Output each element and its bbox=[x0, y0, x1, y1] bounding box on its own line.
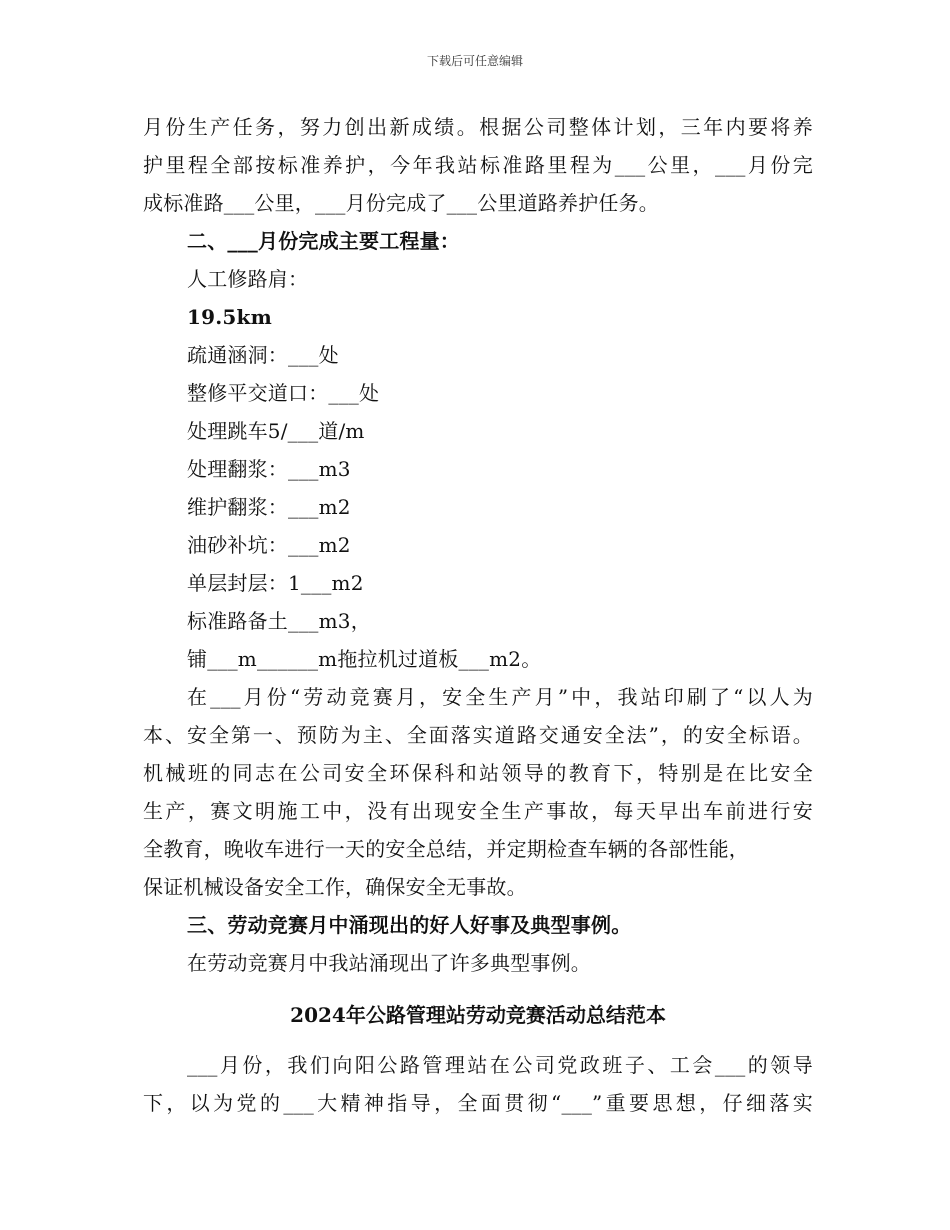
list-item: 处理翻浆：___m3 bbox=[187, 457, 351, 481]
paragraph-line: 本、安全第一、预防为主、全面落实道路交通安全法”，的安全标语。 bbox=[143, 723, 813, 747]
paragraph-line: 月份生产任务，努力创出新成绩。根据公司整体计划，三年内要将养 bbox=[143, 115, 813, 139]
list-item: 铺___m______m拖拉机过道板___m2。 bbox=[187, 647, 542, 671]
section-heading-3: 三、劳动竞赛月中涌现出的好人好事及典型事例。 bbox=[187, 913, 632, 937]
paragraph-line: 保证机械设备安全工作，确保安全无事故。 bbox=[143, 875, 527, 899]
section-heading-2: 二、___月份完成主要工程量： bbox=[187, 229, 460, 253]
list-item: 维护翻浆：___m2 bbox=[187, 495, 351, 519]
paragraph-line: 下，以为党的___大精神指导，全面贯彻“___”重要思想，仔细落实 bbox=[143, 1091, 813, 1115]
document-title: 2024年公路管理站劳动竞赛活动总结范本 bbox=[290, 1003, 666, 1027]
list-item: 油砂补坑：___m2 bbox=[187, 533, 351, 557]
paragraph-line: 生产，赛文明施工中，没有出现安全生产事故，每天早出车前进行安 bbox=[143, 799, 813, 823]
list-item: 处理跳车5/___道/m bbox=[187, 419, 365, 443]
list-item: 标准路备土___m3， bbox=[187, 609, 371, 633]
list-item: 单层封层：1___m2 bbox=[187, 571, 364, 595]
list-item: 19.5km bbox=[187, 305, 272, 329]
paragraph-line: 在___月份“劳动竞赛月，安全生产月”中，我站印刷了“以人为 bbox=[187, 685, 813, 709]
list-item: 疏通涵洞：___处 bbox=[187, 343, 339, 367]
paragraph-line: 在劳动竞赛月中我站涌现出了许多典型事例。 bbox=[187, 951, 591, 975]
page-header: 下载后可任意编辑 bbox=[426, 54, 523, 68]
paragraph-line: 成标准路___公里，___月份完成了___公里道路养护任务。 bbox=[143, 191, 659, 215]
list-item: 整修平交道口：___处 bbox=[187, 381, 380, 405]
document-body bbox=[143, 108, 813, 1122]
paragraph-line: 机械班的同志在公司安全环保科和站领导的教育下，特别是在比安全 bbox=[143, 761, 813, 785]
paragraph-line: 护里程全部按标准养护，今年我站标准路里程为___公里，___月份完 bbox=[143, 153, 813, 177]
paragraph-line: 全教育，晚收车进行一天的安全总结，并定期检查车辆的各部性能， bbox=[143, 837, 749, 861]
list-item: 人工修路肩： bbox=[187, 267, 309, 291]
paragraph-line: ___月份，我们向阳公路管理站在公司党政班子、工会___的领导 bbox=[187, 1053, 813, 1077]
